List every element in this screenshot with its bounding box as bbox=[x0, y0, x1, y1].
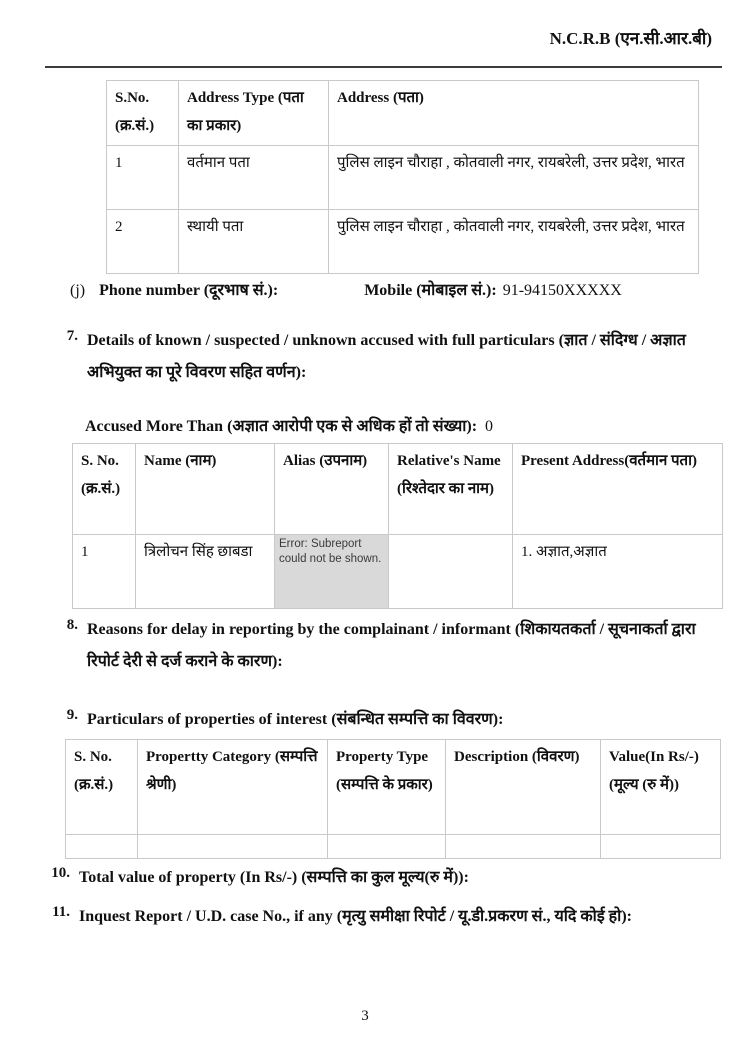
property-table-header-category: Propertty Category (सम्पत्ति श्रेणी) bbox=[138, 740, 328, 835]
property-row-category bbox=[138, 835, 328, 859]
accused-table-header-relative: Relative's Name (रिश्तेदार का नाम) bbox=[389, 444, 513, 535]
page-number: 3 bbox=[361, 1008, 369, 1024]
accused-more-than-label: Accused More Than (अज्ञात आरोपी एक से अधिक हों तो संख्या): bbox=[85, 418, 478, 435]
address-table-header-row bbox=[107, 81, 699, 146]
section-11-number: 11. bbox=[52, 904, 70, 920]
mobile-label: Mobile (मोबाइल सं.): bbox=[364, 282, 497, 299]
property-row-description bbox=[446, 835, 601, 859]
address-table bbox=[106, 80, 699, 274]
address-row-address: पुलिस लाइन चौराहा , कोतवाली नगर, रायबरेली, उत्तर प्रदेश, भारत bbox=[329, 145, 699, 209]
property-row-sno bbox=[66, 835, 138, 859]
table-row bbox=[66, 835, 721, 859]
accused-table-header-sno: S. No. (क्र.सं.) bbox=[73, 444, 136, 535]
accused-more-than-line bbox=[85, 414, 493, 440]
property-row-value bbox=[601, 835, 721, 859]
address-table-header-address: Address (पता) bbox=[329, 81, 699, 146]
address-row-address: पुलिस लाइन चौराहा , कोतवाली नगर, रायबरेली, उत्तर प्रदेश, भारत bbox=[329, 209, 699, 273]
section-11-text: Inquest Report / U.D. case No., if any (मृत्यु समीक्षा रिपोर्ट / यू.डी.प्रकरण सं., यदि कोई हो): bbox=[79, 908, 632, 925]
mobile-value: 91-94150XXXXX bbox=[502, 282, 622, 299]
section-10-number: 10. bbox=[51, 865, 70, 881]
property-table-header-type: Property Type (सम्पत्ति के प्रकार) bbox=[328, 740, 446, 835]
property-table-header-sno: S. No. (क्र.सं.) bbox=[66, 740, 138, 835]
address-row-sno: 2 bbox=[107, 209, 179, 273]
section-11 bbox=[40, 901, 735, 933]
section-7 bbox=[48, 325, 708, 389]
accused-row-present-address: 1. अज्ञात,अज्ञात bbox=[513, 535, 723, 609]
accused-row-sno: 1 bbox=[73, 535, 136, 609]
accused-row-relative bbox=[389, 535, 513, 609]
property-row-type bbox=[328, 835, 446, 859]
property-table-header-description: Description (विवरण) bbox=[446, 740, 601, 835]
section-8-text: Reasons for delay in reporting by the complainant / informant (शिकायतकर्ता / सूचनाकर्ता द्वारा रिपोर्ट देरी से दर्ज कराने के कारण): bbox=[87, 621, 696, 670]
address-table-header-type: Address Type (पता का प्रकार) bbox=[179, 81, 329, 146]
section-9 bbox=[48, 704, 728, 736]
address-row-sno: 1 bbox=[107, 145, 179, 209]
property-table bbox=[65, 739, 721, 859]
accused-table-header-name: Name (नाम) bbox=[136, 444, 275, 535]
property-table-header-value: Value(In Rs/-) (मूल्य (रु में)) bbox=[601, 740, 721, 835]
table-row bbox=[73, 535, 723, 609]
address-row-type: वर्तमान पता bbox=[179, 145, 329, 209]
section-7-number: 7. bbox=[66, 328, 78, 344]
accused-row-alias-error-cell bbox=[275, 535, 389, 609]
section-10-text: Total value of property (In Rs/-) (सम्पत्ति का कुल मूल्य(रु में)): bbox=[79, 869, 469, 886]
phone-number-label: Phone number (दूरभाष सं.): bbox=[99, 282, 279, 299]
section-8-number: 8. bbox=[66, 617, 78, 633]
header-divider bbox=[45, 66, 722, 68]
section-7-text: Details of known / suspected / unknown accused with full particulars (ज्ञात / संदिग्ध / अज्ञात अभियुक्त का पूरे विवरण सहित वर्णन): bbox=[87, 332, 686, 381]
accused-table-header-row bbox=[73, 444, 723, 535]
property-table-header-row bbox=[66, 740, 721, 835]
phone-line-index: (j) bbox=[70, 282, 86, 299]
accused-row-name: त्रिलोचन सिंह छाबडा bbox=[136, 535, 275, 609]
accused-table-header-alias: Alias (उपनाम) bbox=[275, 444, 389, 535]
subreport-error-message: Error: Subreport could not be shown. bbox=[279, 538, 382, 565]
address-table-header-sno: S.No. (क्र.सं.) bbox=[107, 81, 179, 146]
accused-more-than-value: 0 bbox=[485, 418, 494, 435]
accused-table bbox=[72, 443, 723, 609]
section-9-text: Particulars of properties of interest (संबन्धित सम्पत्ति का विवरण): bbox=[87, 711, 504, 728]
section-10 bbox=[40, 862, 735, 894]
section-9-number: 9. bbox=[66, 707, 78, 723]
table-row bbox=[107, 209, 699, 273]
accused-table-header-present-address: Present Address(वर्तमान पता) bbox=[513, 444, 723, 535]
address-row-type: स्थायी पता bbox=[179, 209, 329, 273]
phone-number-line bbox=[70, 278, 622, 300]
section-8 bbox=[48, 614, 728, 678]
page-title: N.C.R.B (एन.सी.आर.बी) bbox=[549, 29, 712, 48]
table-row bbox=[107, 145, 699, 209]
